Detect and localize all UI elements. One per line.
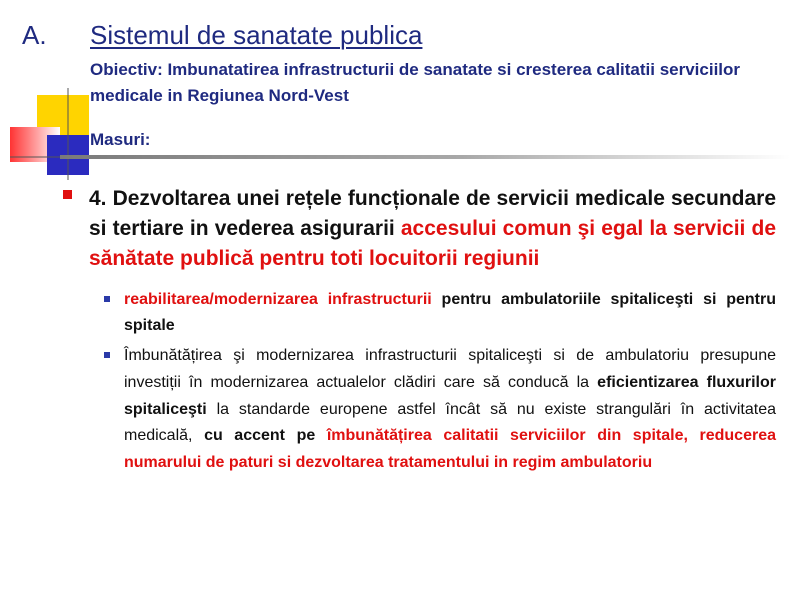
subpoint-rehabilitation-highlight: reabilitarea/modernizarea infrastructurii <box>124 291 432 308</box>
page-title: Sistemul de sanatate publica <box>90 20 423 50</box>
header-divider <box>60 155 790 159</box>
subpoint-improvement <box>124 343 776 477</box>
subpoint-improvement-highlight: îmbunătățirea calitatii serviciilor din spitale, reducerea numarului de paturi si dezvoltarea tratamentului in regim ambulatoriu <box>124 427 776 472</box>
blue-square-bullet-icon <box>104 296 110 302</box>
subpoint-rehabilitation-text: pentru ambulatoriile spitaliceşti si pentru spitale <box>124 291 777 334</box>
point-4-plain: 4. Dezvoltarea unei rețele funcționale de servicii medicale secundare si tertiare in vederea asigurarii <box>89 187 776 240</box>
subpoint-improvement-bold-2: cu accent pe <box>204 427 316 445</box>
section-letter: A. <box>22 20 47 50</box>
masuri-heading: Masuri: <box>90 130 151 149</box>
subpoint-improvement-space <box>315 427 327 444</box>
blue-square-bullet-icon <box>104 352 110 358</box>
subpoint-improvement-text-1: Îmbunătățirea şi modernizarea infrastructurii spitaliceşti si de ambulatoriu presupune investiții în modernizarea actualelor clădiri care să conducă la <box>124 347 776 391</box>
red-square-bullet-icon <box>63 190 72 199</box>
point-4-highlight: accesului comun şi egal la servicii de sănătate publică pentru toti locuitorii regiunii <box>89 217 776 270</box>
objective-subtitle: Obiectiv: Imbunatatirea infrastructurii de sanatate si cresterea calitatii serviciilor medicale in Regiunea Nord-Vest <box>90 60 741 105</box>
subpoint-rehabilitation <box>124 287 776 339</box>
point-4-text <box>89 184 776 274</box>
subpoint-improvement-bold-1: eficientizarea fluxurilor spitaliceşti <box>124 373 776 418</box>
subpoint-improvement-text-2: la standarde europene astfel încât să nu existe strangulări în activitatea medicală, <box>124 400 776 445</box>
